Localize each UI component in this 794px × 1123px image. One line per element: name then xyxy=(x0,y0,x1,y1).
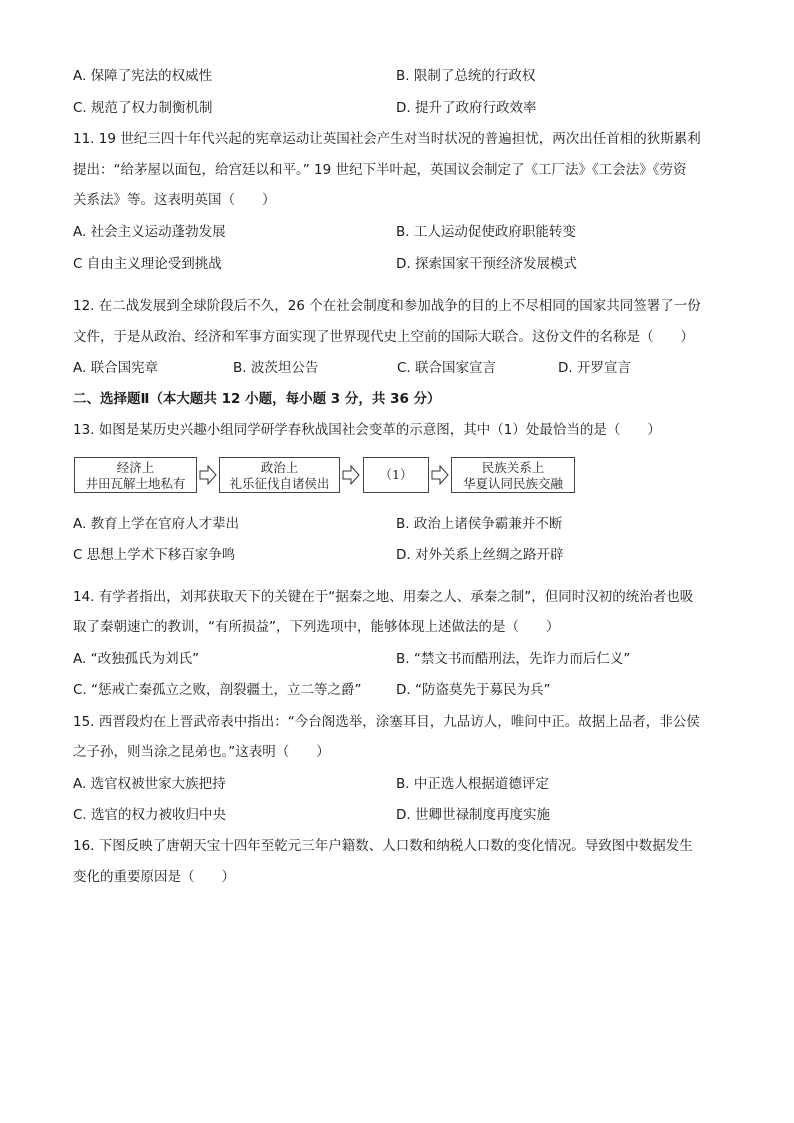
q13-option-a[interactable]: A. 教育上学在官府人才辈出 xyxy=(73,516,240,532)
q15-option-a[interactable]: A. 选官权被世家大族把持 xyxy=(73,776,226,792)
arrow-right-icon xyxy=(431,465,449,485)
q11-option-c[interactable]: C 自由主义理论受到挑战 xyxy=(73,256,222,272)
q13-flow-diagram xyxy=(74,457,576,495)
flow-box-title: 政治上 xyxy=(260,460,299,475)
q15-options-row1 xyxy=(73,774,733,794)
q12-option-b[interactable]: B. 波茨坦公告 xyxy=(233,360,319,376)
flow-box-text: 华夏认同民族交融 xyxy=(462,476,563,491)
q15-stem-line2: 之子孙，则当涂之昆弟也。”这表明（ ） xyxy=(73,744,330,760)
q14-option-a[interactable]: A. “改独孤氏为刘氏” xyxy=(73,651,200,667)
flow-box-title: 经济上 xyxy=(116,460,155,475)
q11-option-a[interactable]: A. 社会主义运动蓬勃发展 xyxy=(73,224,226,240)
q10-options-row2 xyxy=(73,98,733,118)
q14-option-c[interactable]: C. “惩戒亡秦孤立之败，剖裂疆土，立二等之爵” xyxy=(73,682,362,698)
q15-stem-line1: 15. 西晋段灼在上晋武帝表中指出：“今台阁选举，涂塞耳目，九品访人，唯问中正。故据上品者，非公侯 xyxy=(73,714,700,730)
q14-stem-line1: 14. 有学者指出，刘邦获取天下的关键在于“据秦之地、用秦之人、承秦之制”，但同时汉初的统治者也吸 xyxy=(73,589,694,605)
q12-stem-line1: 12. 在二战发展到全球阶段后不久，26 个在社会制度和参加战争的目的上不尽相同的国家共同签署了一份 xyxy=(73,298,701,314)
flow-box-text: 礼乐征伐自诸侯出 xyxy=(229,476,330,491)
q13-stem-line1: 13. 如图是某历史兴趣小组同学研学春秋战国社会变革的示意图，其中（1）处最恰当的是（ ） xyxy=(73,422,661,438)
flow-box-text: 井田瓦解土地私有 xyxy=(85,476,186,491)
q12-options-row xyxy=(73,358,733,378)
arrow-right-icon xyxy=(342,465,360,485)
q11-stem-line2: 提出：“给茅屋以面包，给宫廷以和平。” 19 世纪下半叶起，英国议会制定了《工厂法》《工会法》《劳资 xyxy=(73,162,687,178)
q11-option-b[interactable]: B. 工人运动促使政府职能转变 xyxy=(396,224,576,240)
q14-option-d[interactable]: D. “防盗莫先于募民为兵” xyxy=(396,682,551,698)
flow-box-title: （1） xyxy=(379,467,413,482)
q13-options-row2 xyxy=(73,545,733,565)
flow-box-politics xyxy=(219,457,340,493)
q11-stem-line3: 关系法》等。这表明英国（ ） xyxy=(73,192,276,208)
arrow-right-icon xyxy=(199,465,217,485)
q10-option-b[interactable]: B. 限制了总统的行政权 xyxy=(396,68,536,84)
q13-option-c[interactable]: C 思想上学术下移百家争鸣 xyxy=(73,547,236,563)
flow-box-ethnic-relations xyxy=(451,457,575,493)
q14-stem-line2: 取了秦朝速亡的教训，“有所损益”，下列选项中，能够体现上述做法的是（ ） xyxy=(73,619,560,635)
q13-option-d[interactable]: D. 对外关系上丝绸之路开辟 xyxy=(396,547,564,563)
flow-box-blank-1 xyxy=(363,457,429,493)
q14-options-row2 xyxy=(73,680,733,700)
flow-box-title: 民族关系上 xyxy=(481,460,545,475)
q10-option-d[interactable]: D. 提升了政府行政效率 xyxy=(396,100,537,116)
q11-stem-line1: 11. 19 世纪三四十年代兴起的宪章运动让英国社会产生对当时状况的普遍担忧，两次出任首相的狄斯累利 xyxy=(73,131,701,147)
q11-options-row2 xyxy=(73,254,733,274)
section-heading: 二、选择题Ⅱ（本大题共 12 小题，每小题 3 分，共 36 分） xyxy=(73,391,441,407)
flow-box-economy xyxy=(74,457,197,493)
q15-option-d[interactable]: D. 世卿世禄制度再度实施 xyxy=(396,807,550,823)
q13-option-b[interactable]: B. 政治上诸侯争霸兼并不断 xyxy=(396,516,563,532)
q15-option-b[interactable]: B. 中正选人根据道德评定 xyxy=(396,776,549,792)
q12-option-d[interactable]: D. 开罗宣言 xyxy=(558,360,631,376)
q12-option-a[interactable]: A. 联合国宪章 xyxy=(73,360,159,376)
q16-stem-line1: 16. 下图反映了唐朝天宝十四年至乾元三年户籍数、人口数和纳税人口数的变化情况。导致图中数据发生 xyxy=(73,838,693,854)
q14-option-b[interactable]: B. “禁文书而酷刑法，先诈力而后仁义” xyxy=(396,651,631,667)
q13-options-row1 xyxy=(73,514,733,534)
q16-stem-line2: 变化的重要原因是（ ） xyxy=(73,869,235,885)
q10-options-row1 xyxy=(73,66,733,86)
q10-option-c[interactable]: C. 规范了权力制衡机制 xyxy=(73,100,213,116)
q14-options-row1 xyxy=(73,649,733,669)
q15-options-row2 xyxy=(73,805,733,825)
q12-option-c[interactable]: C. 联合国家宣言 xyxy=(397,360,497,376)
q11-options-row1 xyxy=(73,222,733,242)
q15-option-c[interactable]: C. 选官的权力被收归中央 xyxy=(73,807,227,823)
q10-option-a[interactable]: A. 保障了宪法的权威性 xyxy=(73,68,213,84)
q11-option-d[interactable]: D. 探索国家干预经济发展模式 xyxy=(396,256,577,272)
q12-stem-line2: 文件，于是从政治、经济和军事方面实现了世界现代史上空前的国际大联合。这份文件的名称是（ ） xyxy=(73,329,694,345)
